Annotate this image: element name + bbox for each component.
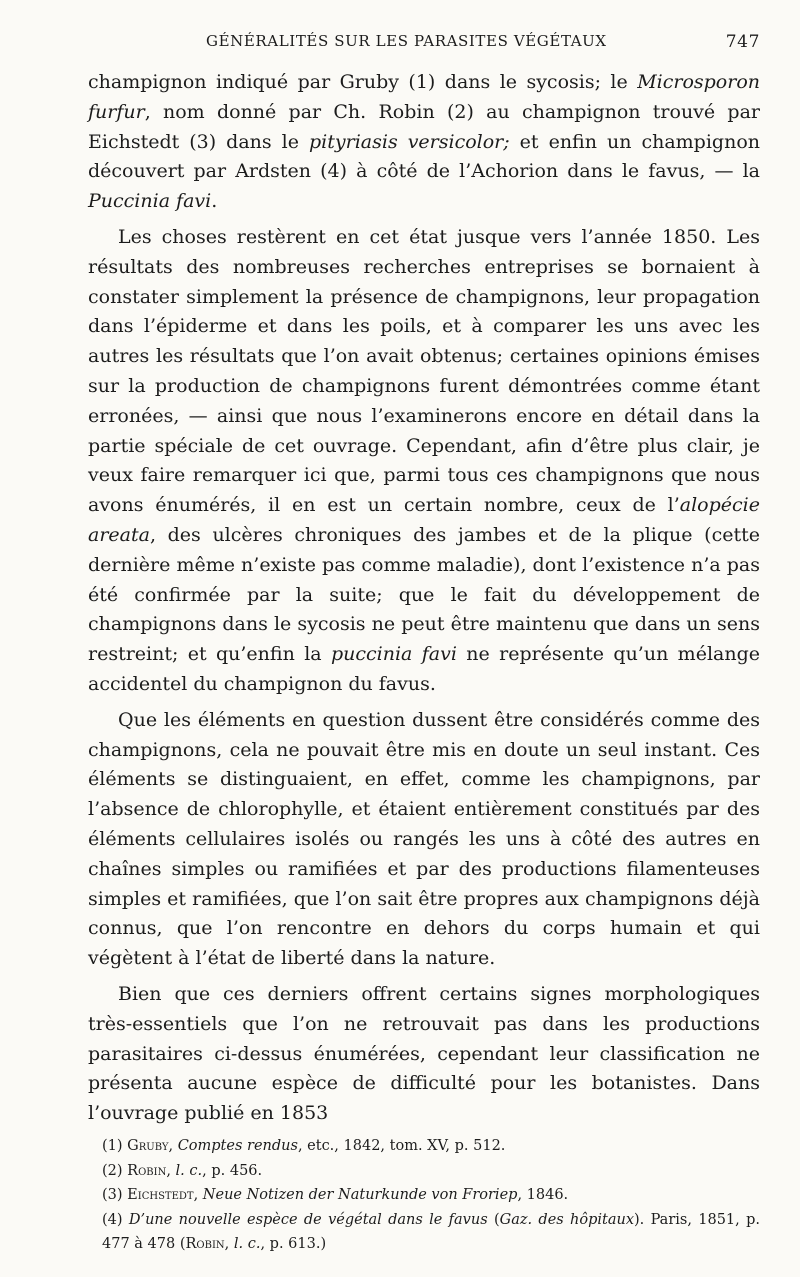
running-header xyxy=(88,32,760,56)
text-run: champignon indiqué par Gruby (1) dans le sycosis; le xyxy=(88,71,638,93)
footnote-author: Gruby xyxy=(127,1138,169,1154)
footnotes xyxy=(102,1134,760,1257)
footnote-title: D’une nouvelle espèce de végétal dans le favus xyxy=(128,1211,488,1228)
footnote-author: Eichstedt xyxy=(127,1187,194,1204)
italic-term: Puccinia favi xyxy=(88,190,212,213)
text-run: , etc., 1842, tom. XV, p. 512. xyxy=(297,1138,506,1154)
text-run: , nom donné par Ch. Robin (2) au champignon trouvé par Eichstedt (3) dans le xyxy=(88,100,760,153)
footnote-author: Robin xyxy=(185,1236,225,1253)
text-run: , des ulcères chroniques des jambes et de la plique (cette dernière même n’existe pas comme maladie), dont l’existence n’a pas été confirmée par la suite; que le fait du développement de champignons dans le sycosis ne peut être maintenu que dans un sens restreint; et qu’enfin la xyxy=(88,523,760,666)
footnote-number: (4) xyxy=(102,1211,129,1228)
text-run: , xyxy=(224,1236,234,1253)
footnote-title: Gaz. des hôpitaux xyxy=(499,1211,634,1228)
footnote-4 xyxy=(102,1208,760,1257)
footnote-1 xyxy=(102,1134,760,1159)
text-run: et enfin un champignon découvert par Ardsten (4) à côté de l’Achorion dans le favus, — la xyxy=(88,130,760,183)
footnote-2 xyxy=(102,1159,760,1184)
text-run: . xyxy=(211,190,218,213)
italic-term: pityriasis versicolor; xyxy=(309,130,510,153)
footnote-title: Comptes rendus xyxy=(177,1138,298,1154)
running-title: GÉNÉRALITÉS SUR LES PARASITES VÉGÉTAUX xyxy=(206,32,607,50)
paragraph-4: Bien que ces derniers offrent certains signes morphologiques très-essentiels que l’on ne retrouvait pas dans les productions parasitaires ci-dessus énumérées, cependant leur classification ne présenta aucune espèce de difficulté pour les botanistes. Dans l’ouvrage publié en 1853 xyxy=(88,982,760,1125)
text-run: ). Paris, 1851, p. 477 à 478 ( xyxy=(102,1211,760,1253)
text-run: , xyxy=(168,1138,178,1154)
italic-term: puccinia favi xyxy=(330,643,457,666)
text-run: , p. 613.) xyxy=(260,1236,327,1253)
text-run: ( xyxy=(487,1211,500,1228)
text-run: , p. 456. xyxy=(202,1162,263,1179)
italic-term: Microsporon furfur xyxy=(88,71,760,123)
footnote-title: l. c. xyxy=(233,1236,261,1253)
footnote-title: l. c. xyxy=(175,1162,203,1179)
main-text xyxy=(88,68,760,1129)
page-number: 747 xyxy=(725,32,760,52)
footnote-number: (2) xyxy=(102,1162,128,1179)
footnote-3 xyxy=(102,1183,760,1208)
text-run: , xyxy=(193,1187,203,1204)
text-run: , 1846. xyxy=(517,1187,569,1204)
text-run: ne représente qu’un mélange accidentel du champignon du favus. xyxy=(88,643,760,695)
paragraph-3: Que les éléments en question dussent être considérés comme des champignons, cela ne pouvait être mis en doute un seul instant. Ces éléments se distinguaient, en effet, comme les champignons, par l’absence de chlorophylle, et étaient entièrement constitués par des éléments cellulaires isolés ou rangés les uns à côté des autres en chaînes simples ou ramifiées et par des productions filamenteuses simples et ramifiées, que l’on sait être propres aux champignons déjà connus, que l’on rencontre en dehors du corps humain et qui végètent à l’état de liberté dans la nature. xyxy=(88,708,760,970)
footnote-author: Robin xyxy=(127,1162,167,1179)
footnote-number: (1) xyxy=(102,1138,128,1154)
paragraph-1 xyxy=(88,68,760,217)
paragraph-2 xyxy=(88,223,760,700)
footnote-number: (3) xyxy=(102,1187,128,1204)
footnote-title: Neue Notizen der Naturkunde von Froriep xyxy=(202,1187,518,1204)
text-run: , xyxy=(166,1162,176,1179)
text-run: Les choses restèrent en cet état jusque vers l’année 1850. Les résultats des nombreuses recherches entreprises se bornaient à constater simplement la présence de champignons, leur propagation dans l’épiderme et dans les poils, et à comparer les uns avec les autres les résultats que l’on avait obtenus; certaines opinions émises sur la production de champignons furent démontrées comme étant erronées, — ainsi que nous l’examinerons encore en détail dans la partie spéciale de cet ouvrage. Cependant, afin d’être plus clair, je veux faire remarquer ici que, parmi tous ces champignons que nous avons énumérés, il en est un certain nombre, ceux de l’ xyxy=(88,225,760,517)
italic-term: alopécie areata xyxy=(88,494,760,546)
